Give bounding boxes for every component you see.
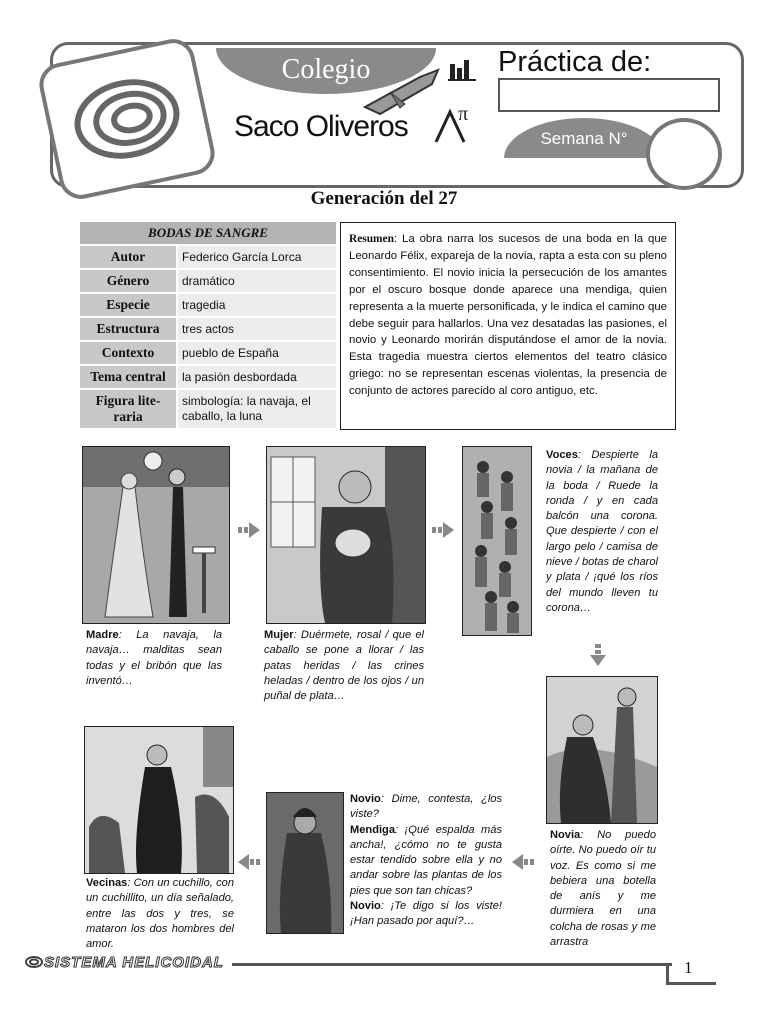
speaker-label: Vecinas xyxy=(86,877,128,889)
summary-box xyxy=(340,222,676,430)
footer-brand: SISTEMA HELICOIDAL xyxy=(44,954,224,971)
row-label: Autor xyxy=(80,245,177,269)
spiral-icon xyxy=(40,40,214,198)
madre-illustration xyxy=(82,446,230,624)
footer-divider xyxy=(666,963,669,983)
row-value: Federico García Lorca xyxy=(177,245,336,269)
vecinas-caption xyxy=(86,876,234,952)
row-label: Tema central xyxy=(80,365,177,389)
bar-chart-icon xyxy=(448,56,476,82)
work-title: BODAS DE SANGRE xyxy=(80,222,336,245)
mujer-illustration xyxy=(266,446,426,624)
arrow-left-icon xyxy=(512,854,534,870)
novia-illustration xyxy=(546,676,658,824)
row-label: Género xyxy=(80,269,177,293)
speaker-label: Novio xyxy=(350,900,381,913)
arrow-left-icon xyxy=(238,854,260,870)
row-label: Contexto xyxy=(80,341,177,365)
row-value: dramático xyxy=(177,269,336,293)
table-row xyxy=(80,341,336,365)
row-label: Especie xyxy=(80,293,177,317)
voces-illustration xyxy=(462,446,532,636)
quote-text: : Dime, contesta, ¿los viste? xyxy=(350,793,502,821)
mendiga-illustration xyxy=(266,792,344,934)
semana-label: Semana N° xyxy=(504,118,664,158)
quote-text: : ¡Te digo si los viste! ¡Han pasado por aquí?… xyxy=(350,900,502,928)
row-value: tragedia xyxy=(177,293,336,317)
footer-divider xyxy=(666,982,716,985)
speaker-label: Madre xyxy=(86,629,119,641)
arrow-right-icon xyxy=(238,522,260,538)
madre-caption xyxy=(86,628,222,689)
speaker-label: Voces xyxy=(546,449,578,461)
quote-text: : No puedo oírte. No puedo oír tu voz. Es como si me bebiera una botella de anís y me durmiera en una colcha de rosas y me arrastra xyxy=(550,829,656,949)
quote-text: : ¡Qué espalda más ancha!, ¿cómo no te gusta estar tendido sobre ella y no andar sobre las plantas de los pies que son tan chicas? xyxy=(350,823,502,897)
dialogo-caption xyxy=(350,792,502,930)
novia-caption xyxy=(550,828,656,950)
row-value: la pasión desbordada xyxy=(177,365,336,389)
practica-label: Práctica de: xyxy=(498,46,652,78)
arrow-down-icon xyxy=(590,644,606,666)
compass-pi-icon xyxy=(428,102,474,148)
row-label: Figura lite-raria xyxy=(80,389,177,429)
row-label: Estructura xyxy=(80,317,177,341)
semana-number-field[interactable] xyxy=(646,118,722,190)
table-row xyxy=(80,365,336,389)
practica-field[interactable] xyxy=(498,78,720,112)
arrow-right-icon xyxy=(432,522,454,538)
table-row xyxy=(80,389,336,429)
summary-text: : La obra narra los sucesos de una boda en la que Leonardo Félix, expareja de la novia, rapta a esta con su pleno consentimiento. El novio inicia la persecución de los amantes por el oscuro bosque donde aparece una mendiga, quien representa a la muerte personificada, y le indica el camino que debe seguir para hallarlos. Una vez desatadas las pasiones, el novio y Leonardo morirán disputándose el amor de la novia. Esta tragedia muestra ciertos elementos del teatro clásico griego: no se representan escenas violentas, la presencia de conjunto de actores parecido al coro antiguo, etc. xyxy=(349,233,667,398)
row-value: simbología: la navaja, el caballo, la luna xyxy=(177,389,336,429)
helix-icon xyxy=(24,952,44,972)
speaker-label: Mujer xyxy=(264,629,294,641)
quote-text: : Duérmete, rosal / que el caballo se pone a llorar / las patas heridas / las crines heladas / dentro de los ojos / un puñal de plata… xyxy=(264,629,424,703)
summary-label: Resumen xyxy=(349,233,394,245)
voces-caption xyxy=(546,448,658,616)
speaker-label: Novio xyxy=(350,793,381,805)
row-value: pueblo de España xyxy=(177,341,336,365)
footer-divider xyxy=(232,963,672,966)
school-name: Saco Oliveros xyxy=(234,110,408,143)
page-title: Generación del 27 xyxy=(310,188,458,209)
work-info-table xyxy=(80,222,336,430)
mujer-caption xyxy=(264,628,424,704)
table-row xyxy=(80,245,336,269)
quote-text: : Despierte la novia / la mañana de la boda / Ruede la ronda / y en cada balcón una corona. Que despierte / con el largo pelo / camisa de nieve / botas de charol y plata / ¡qué los ríos del mundo lleven tu corona… xyxy=(546,449,658,614)
colegio-label: Colegio xyxy=(216,48,436,94)
svg-text:π: π xyxy=(458,103,469,125)
vecinas-illustration xyxy=(84,726,234,874)
page-number: 1 xyxy=(684,958,693,977)
table-row xyxy=(80,317,336,341)
quote-text: : Con un cuchillo, con un cuchillito, un día señalado, entre las dos y tres, se mataron los dos hombres del amor. xyxy=(86,877,234,951)
table-row xyxy=(80,293,336,317)
speaker-label: Mendiga xyxy=(350,823,395,836)
quote-text: : La navaja, la navaja… malditas sean todas y el bribón que las inventó… xyxy=(86,629,222,687)
speaker-label: Novia xyxy=(550,829,581,841)
row-value: tres actos xyxy=(177,317,336,341)
table-row xyxy=(80,269,336,293)
